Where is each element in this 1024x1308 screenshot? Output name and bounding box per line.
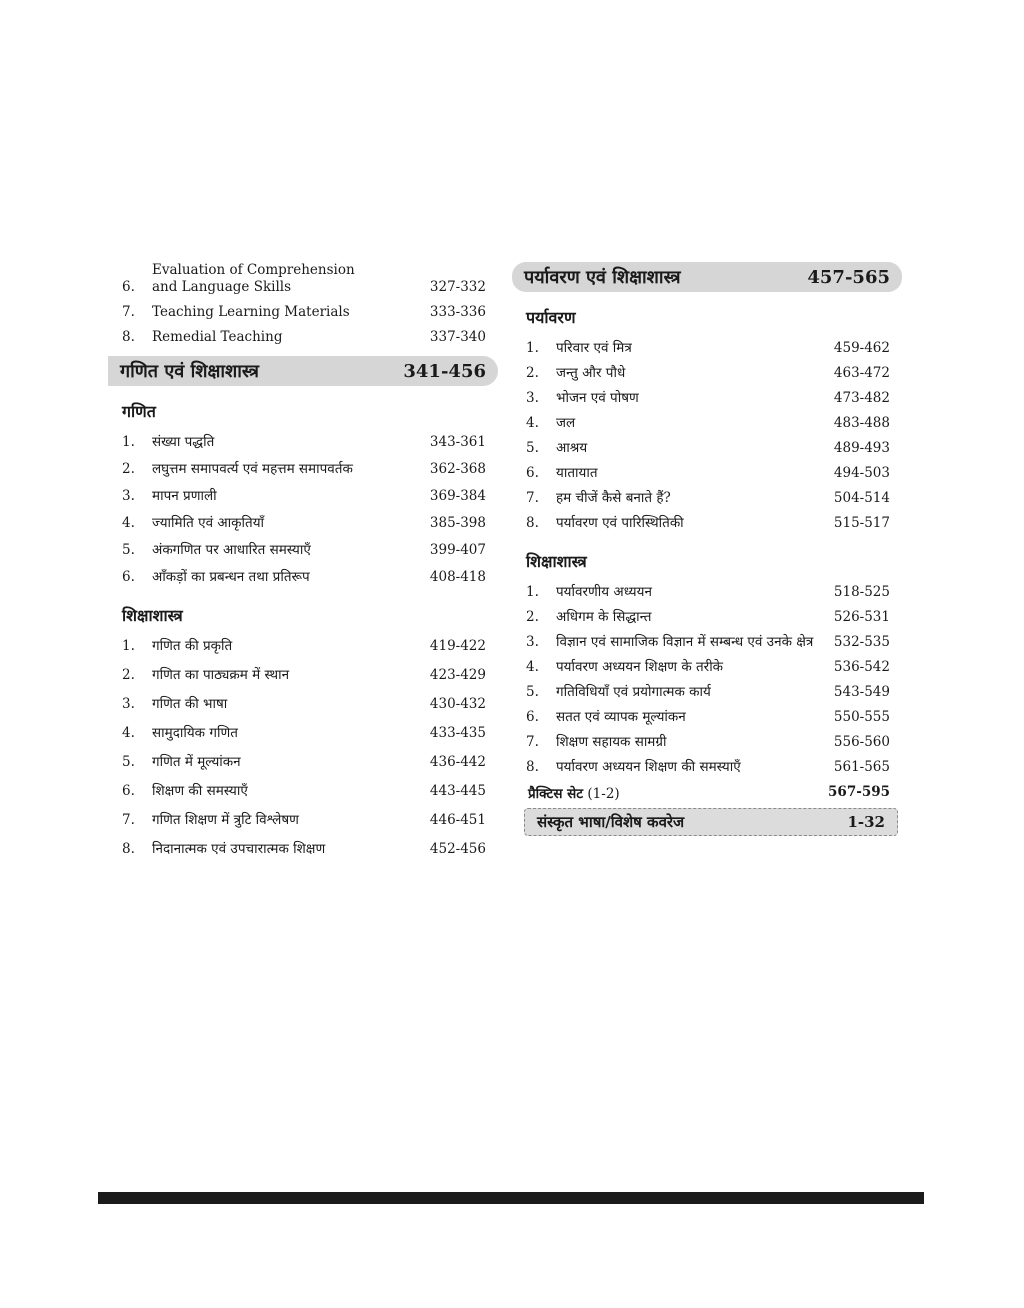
entry-pages: 446-451 xyxy=(429,812,486,828)
entry-title: यातायात xyxy=(556,465,598,481)
entry-pages: 556-560 xyxy=(833,734,890,750)
special-pages: 1-32 xyxy=(847,813,885,831)
entry-title: गणित की भाषा xyxy=(152,696,228,712)
toc-entry[interactable] xyxy=(512,634,902,651)
entry-title: अंकगणित पर आधारित समस्याएँ xyxy=(152,542,311,558)
entry-number: 1. xyxy=(526,584,539,600)
entry-number: 8. xyxy=(526,515,539,531)
toc-entry[interactable] xyxy=(108,542,498,559)
entry-pages: 399-407 xyxy=(429,542,486,558)
banner-pages: 341-456 xyxy=(403,360,486,382)
left-column xyxy=(108,262,498,870)
entry-pages: 504-514 xyxy=(833,490,890,506)
entry-number: 2. xyxy=(526,609,539,625)
entry-number: 7. xyxy=(122,812,135,828)
entry-pages: 419-422 xyxy=(429,638,486,654)
toc-entry[interactable] xyxy=(108,667,498,684)
entry-title: गणित की प्रकृति xyxy=(152,638,233,654)
entry-title: संख्या पद्धति xyxy=(152,434,215,450)
entry-pages: 337-340 xyxy=(429,329,486,345)
practice-pages: 567-595 xyxy=(828,784,890,800)
entry-title: गणित का पाठ्यक्रम में स्थान xyxy=(152,667,290,683)
entry-title: विज्ञान एवं सामाजिक विज्ञान में सम्बन्ध एवं उनके क्षेत्र xyxy=(556,634,814,650)
entry-pages: 369-384 xyxy=(429,488,486,504)
entry-title: Remedial Teaching xyxy=(152,329,283,345)
toc-entry[interactable] xyxy=(512,709,902,726)
toc-entry[interactable] xyxy=(108,812,498,829)
practice-title: प्रैक्टिस सेट xyxy=(528,786,584,802)
entry-pages: 423-429 xyxy=(429,667,486,683)
left-top-entries xyxy=(108,262,498,346)
entry-number: 4. xyxy=(526,415,539,431)
entry-title: ज्यामिति एवं आकृतियाँ xyxy=(152,515,265,531)
entry-pages: 452-456 xyxy=(429,841,486,857)
entry-title: परिवार एवं मित्र xyxy=(556,340,632,356)
entry-number: 7. xyxy=(526,490,539,506)
entry-list xyxy=(108,638,498,858)
toc-entry[interactable] xyxy=(512,684,902,701)
entry-title: जन्तु और पौधे xyxy=(556,365,626,381)
entry-pages: 327-332 xyxy=(429,279,486,295)
toc-entry[interactable] xyxy=(108,569,498,586)
entry-pages: 436-442 xyxy=(429,754,486,770)
toc-entry[interactable] xyxy=(108,515,498,532)
entry-title: निदानात्मक एवं उपचारात्मक शिक्षण xyxy=(152,841,326,857)
section-heading: गणित xyxy=(122,402,156,421)
entry-pages: 526-531 xyxy=(833,609,890,625)
entry-pages: 543-549 xyxy=(833,684,890,700)
entry-number: 7. xyxy=(526,734,539,750)
toc-entry[interactable] xyxy=(108,304,498,321)
toc-entry[interactable] xyxy=(512,659,902,676)
section-heading: शिक्षाशास्त्र xyxy=(122,606,183,625)
entry-pages: 550-555 xyxy=(833,709,890,725)
entry-number: 8. xyxy=(122,329,135,345)
entry-pages: 489-493 xyxy=(833,440,890,456)
entry-title: Teaching Learning Materials xyxy=(152,304,350,320)
entry-number: 4. xyxy=(122,725,135,741)
entry-number: 3. xyxy=(526,390,539,406)
entry-number: 6. xyxy=(122,279,135,295)
entry-pages: 463-472 xyxy=(833,365,890,381)
entry-title: पर्यावरणीय अध्ययन xyxy=(556,584,652,600)
entry-number: 2. xyxy=(526,365,539,381)
bottom-rule xyxy=(98,1192,924,1204)
toc-entry[interactable] xyxy=(108,434,498,451)
entry-number: 4. xyxy=(526,659,539,675)
entry-pages: 430-432 xyxy=(429,696,486,712)
entry-pages: 459-462 xyxy=(833,340,890,356)
entry-pages: 515-517 xyxy=(833,515,890,531)
banner-title: पर्यावरण एवं शिक्षाशास्त्र xyxy=(524,267,681,288)
entry-number: 5. xyxy=(122,542,135,558)
entry-number: 6. xyxy=(122,783,135,799)
entry-pages: 408-418 xyxy=(429,569,486,585)
entry-number: 5. xyxy=(122,754,135,770)
entry-pages: 483-488 xyxy=(833,415,890,431)
entry-number: 1. xyxy=(526,340,539,356)
entry-title: शिक्षण की समस्याएँ xyxy=(152,783,248,799)
entry-pages: 443-445 xyxy=(429,783,486,799)
toc-entry[interactable] xyxy=(512,734,902,751)
entry-pages: 473-482 xyxy=(833,390,890,406)
toc-entry[interactable] xyxy=(512,465,902,482)
entry-title: लघुत्तम समापवर्त्य एवं महत्तम समापवर्तक xyxy=(152,461,353,477)
banner-pages: 457-565 xyxy=(807,266,890,288)
entry-title: आँकड़ों का प्रबन्धन तथा प्रतिरूप xyxy=(152,569,310,585)
entry-number: 3. xyxy=(526,634,539,650)
entry-number: 4. xyxy=(122,515,135,531)
practice-range: (1-2) xyxy=(587,786,620,802)
entry-number: 1. xyxy=(122,638,135,654)
toc-entry[interactable] xyxy=(512,759,902,776)
toc-entry[interactable] xyxy=(512,340,902,357)
entry-title: Evaluation of Comprehension and Language Skills xyxy=(152,262,355,295)
toc-entry[interactable] xyxy=(108,696,498,713)
entry-pages: 433-435 xyxy=(429,725,486,741)
entry-title: गणित शिक्षण में त्रुटि विश्लेषण xyxy=(152,812,299,828)
entry-number: 7. xyxy=(122,304,135,320)
entry-number: 5. xyxy=(526,684,539,700)
entry-title: सतत एवं व्यापक मूल्यांकन xyxy=(556,709,686,725)
entry-title: हम चीजें कैसे बनाते हैं? xyxy=(556,490,671,506)
entry-pages: 532-535 xyxy=(833,634,890,650)
toc-entry[interactable] xyxy=(108,841,498,858)
toc-entry[interactable] xyxy=(108,461,498,478)
entry-number: 2. xyxy=(122,461,135,477)
section-heading: शिक्षाशास्त्र xyxy=(526,552,587,571)
entry-pages: 333-336 xyxy=(429,304,486,320)
right-column xyxy=(512,262,902,850)
toc-entry[interactable] xyxy=(512,609,902,626)
special-title: संस्कृत भाषा/विशेष कवरेज xyxy=(537,813,685,831)
toc-entry[interactable] xyxy=(108,329,498,346)
entry-pages: 494-503 xyxy=(833,465,890,481)
entry-list xyxy=(512,584,902,776)
entry-number: 3. xyxy=(122,696,135,712)
toc-entry[interactable] xyxy=(512,415,902,432)
entry-title: पर्यावरण एवं पारिस्थितिकी xyxy=(556,515,684,531)
entry-title: पर्यावरण अध्ययन शिक्षण की समस्याएँ xyxy=(556,759,741,775)
entry-title: गणित में मूल्यांकन xyxy=(152,754,241,770)
toc-entry[interactable] xyxy=(108,488,498,505)
section-heading: पर्यावरण xyxy=(526,308,576,327)
entry-title: अधिगम के सिद्धान्त xyxy=(556,609,652,625)
entry-pages: 343-361 xyxy=(429,434,486,450)
toc-entry[interactable] xyxy=(108,262,498,296)
entry-title: शिक्षण सहायक सामग्री xyxy=(556,734,667,750)
toc-entry[interactable] xyxy=(108,783,498,800)
toc-entry[interactable] xyxy=(512,490,902,507)
entry-title: जल xyxy=(556,415,576,431)
entry-number: 6. xyxy=(122,569,135,585)
section-banner-maths[interactable] xyxy=(108,356,498,386)
practice-set-entry[interactable] xyxy=(528,784,902,802)
entry-pages: 561-565 xyxy=(833,759,890,775)
toc-entry[interactable] xyxy=(512,365,902,382)
toc-entry[interactable] xyxy=(108,638,498,655)
practice-label xyxy=(528,784,620,802)
entry-number: 6. xyxy=(526,709,539,725)
entry-number: 8. xyxy=(122,841,135,857)
entry-title: मापन प्रणाली xyxy=(152,488,217,504)
entry-number: 6. xyxy=(526,465,539,481)
toc-entry[interactable] xyxy=(512,440,902,457)
entry-pages: 362-368 xyxy=(429,461,486,477)
entry-number: 1. xyxy=(122,434,135,450)
toc-entry[interactable] xyxy=(512,515,902,532)
entry-number: 8. xyxy=(526,759,539,775)
entry-pages: 385-398 xyxy=(429,515,486,531)
entry-number: 5. xyxy=(526,440,539,456)
toc-entry[interactable] xyxy=(108,725,498,742)
entry-title: गतिविधियाँ एवं प्रयोगात्मक कार्य xyxy=(556,684,711,700)
entry-list xyxy=(108,434,498,586)
special-coverage-banner[interactable] xyxy=(524,808,898,836)
entry-list xyxy=(512,340,902,532)
toc-entry[interactable] xyxy=(512,584,902,601)
entry-pages: 518-525 xyxy=(833,584,890,600)
entry-title: पर्यावरण अध्ययन शिक्षण के तरीके xyxy=(556,659,724,675)
section-banner-environment[interactable] xyxy=(512,262,902,292)
entry-pages: 536-542 xyxy=(833,659,890,675)
banner-title: गणित एवं शिक्षाशास्त्र xyxy=(120,361,259,382)
toc-entry[interactable] xyxy=(512,390,902,407)
entry-title: सामुदायिक गणित xyxy=(152,725,238,741)
entry-number: 3. xyxy=(122,488,135,504)
toc-entry[interactable] xyxy=(108,754,498,771)
entry-title: आश्रय xyxy=(556,440,588,456)
entry-number: 2. xyxy=(122,667,135,683)
entry-title: भोजन एवं पोषण xyxy=(556,390,639,406)
